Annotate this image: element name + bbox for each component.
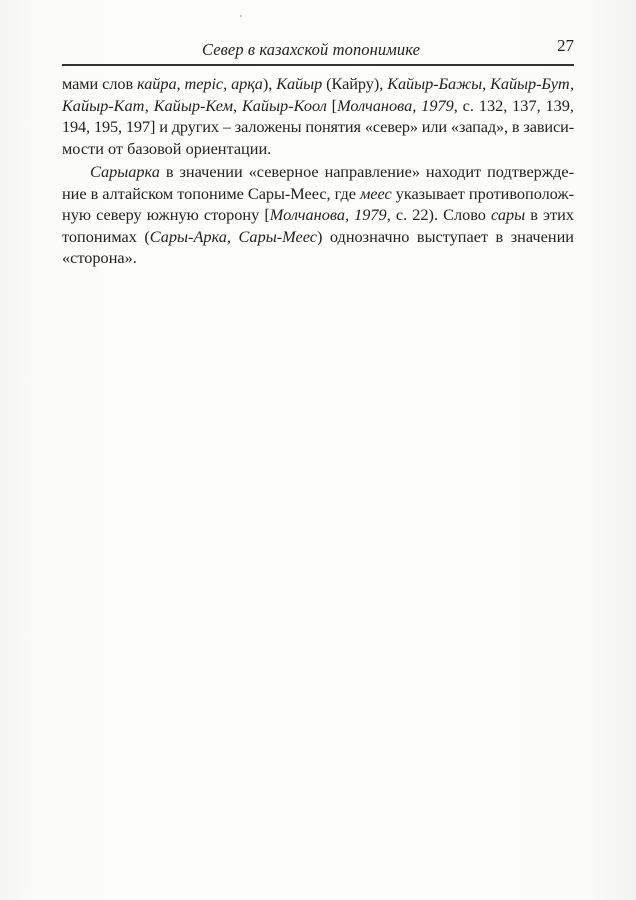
italic-text-segment: Молчанова, 1979 xyxy=(337,95,454,115)
italic-text-segment: Кайыр-Бажы, Кайыр-Бут, xyxy=(387,74,575,93)
text-line xyxy=(62,95,574,117)
text-line xyxy=(62,183,574,205)
text-segment: ) однозначно выступает в значении xyxy=(316,226,574,246)
text-segment: мости от базовой ориентации. xyxy=(62,138,272,158)
text-segment: , с. 22). Слово xyxy=(386,205,492,224)
italic-text-segment: сары xyxy=(491,205,526,224)
italic-text-segment: Кайыр xyxy=(276,74,323,93)
text-line xyxy=(62,161,574,183)
italic-text-segment: Кайыр-Кат, Кайыр-Кем, Кайыр-Коол xyxy=(62,95,327,115)
body-text xyxy=(62,73,574,269)
text-segment: указывает противополож- xyxy=(391,183,574,203)
text-segment: «сторона». xyxy=(62,248,137,267)
italic-text-segment: Молчанова, 1979 xyxy=(269,205,387,224)
italic-text-segment: Сарыарка xyxy=(90,162,160,181)
italic-text-segment: меес xyxy=(359,183,392,203)
text-line xyxy=(62,204,574,226)
text-segment: топонимах ( xyxy=(62,226,150,246)
text-segment: 194, 195, 197] и других – заложены понятия «север» или «запад», в зависи- xyxy=(62,117,574,136)
page-header xyxy=(62,38,574,66)
italic-text-segment: Сары-Арка, Сары-Меес xyxy=(149,226,317,246)
text-segment: ние в алтайском топониме Сары-Меес, где xyxy=(62,183,360,203)
text-segment: (Кайру), xyxy=(322,74,388,93)
text-segment: в этих xyxy=(525,205,574,224)
text-segment: ), xyxy=(262,74,277,93)
scan-speck xyxy=(240,15,242,17)
text-line xyxy=(62,138,574,160)
text-segment: в значении «северное направление» находит подтвержде- xyxy=(159,162,574,181)
text-line xyxy=(62,247,574,269)
page-number: 27 xyxy=(557,36,574,55)
header-rule xyxy=(62,64,574,66)
text-segment: , с. 132, 137, 139, xyxy=(453,95,574,115)
text-segment: ную северу южную сторону [ xyxy=(62,205,270,224)
running-title: Север в казахской топонимике xyxy=(202,40,421,59)
text-line xyxy=(62,226,574,248)
italic-text-segment: кайра, теріс, арқа xyxy=(137,74,263,93)
text-segment: мами слов xyxy=(62,74,138,93)
text-line xyxy=(62,73,574,95)
text-segment: [ xyxy=(326,95,338,115)
text-line xyxy=(62,116,574,138)
